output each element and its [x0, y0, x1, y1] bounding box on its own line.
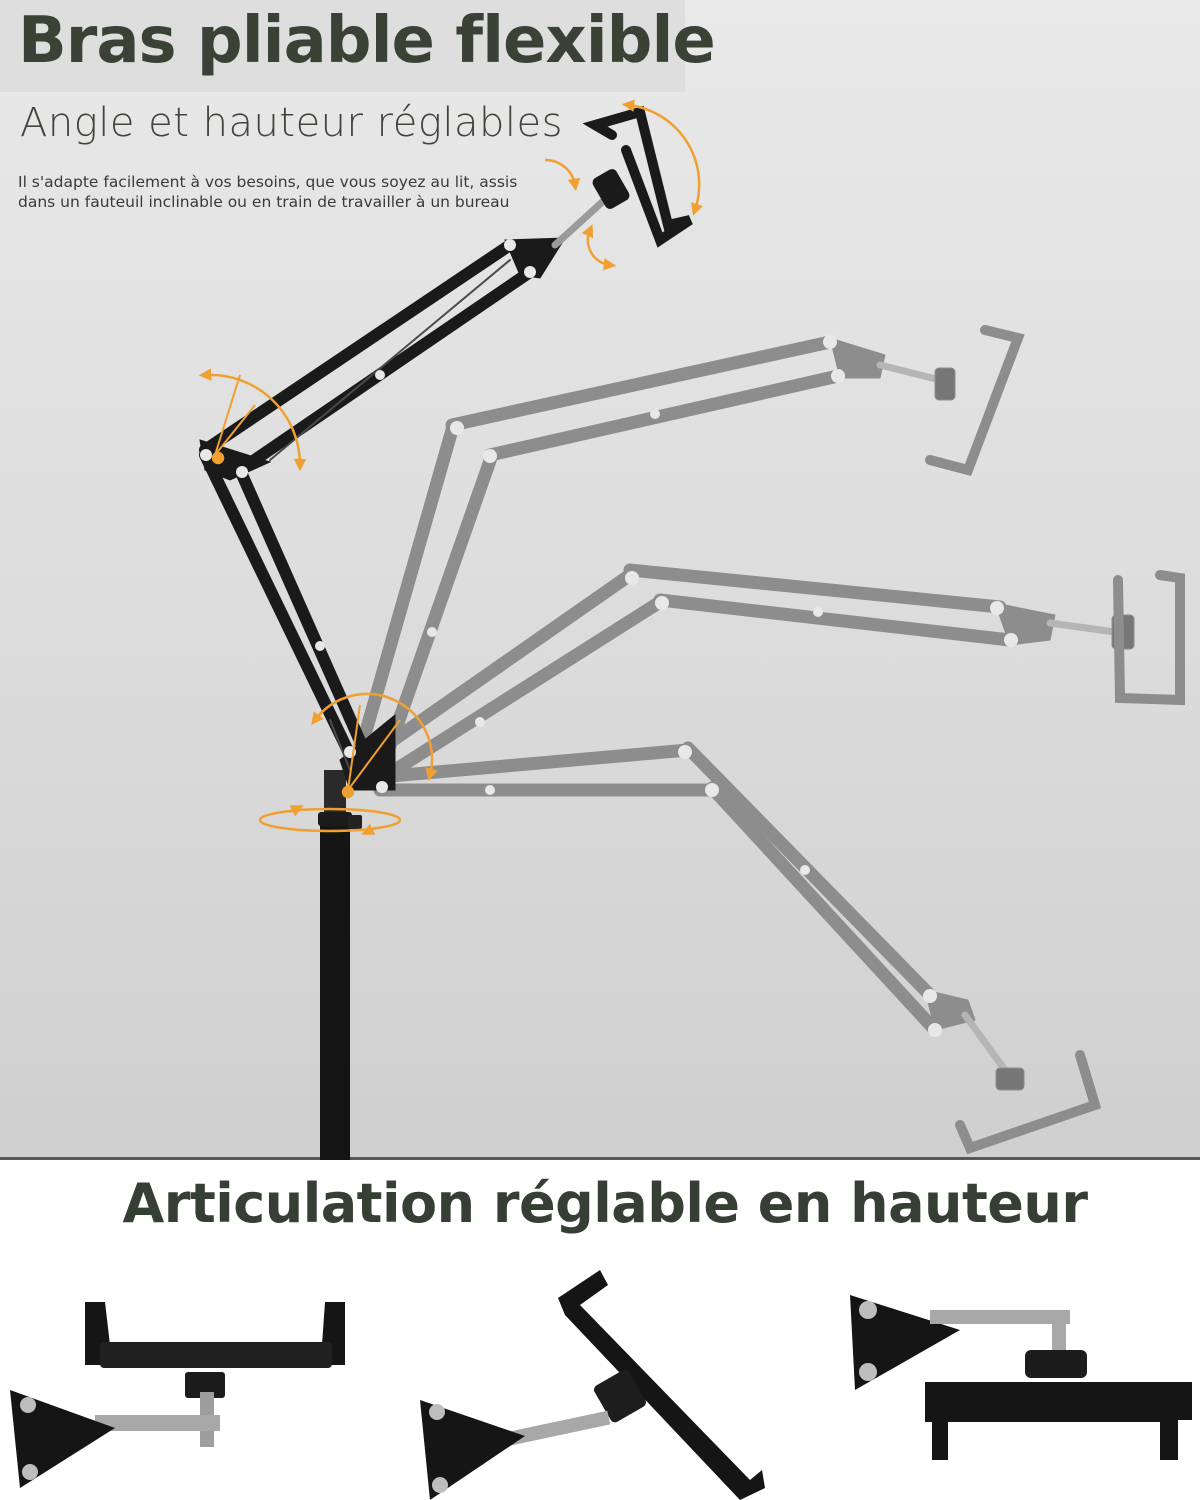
page-subtitle: Angle et hauteur réglables [20, 100, 563, 146]
feature-description: Il s'adapte facilement à vos besoins, que vous soyez au lit, assis dans un fauteuil inclinable ou en train de travailler à un bureau [18, 173, 518, 211]
ghost-arm-3 [380, 748, 1095, 1148]
rotation-indicators [205, 105, 699, 832]
section-title: Articulation réglable en hauteur [122, 1172, 1088, 1235]
joint-closeup-horizontal [10, 1302, 345, 1488]
joint-closeup-lowered [850, 1295, 1192, 1460]
page-title: Bras pliable flexible [18, 4, 715, 78]
joint-closeups [0, 1160, 1200, 1500]
floor-pole [318, 770, 362, 1160]
swivel-arrow-icon [588, 230, 610, 265]
joint-closeup-tilted [420, 1270, 765, 1500]
tilt-arrow-icon [545, 160, 575, 185]
ghost-arm-positions [362, 330, 1180, 1148]
ghost-arm-2 [372, 570, 1180, 770]
